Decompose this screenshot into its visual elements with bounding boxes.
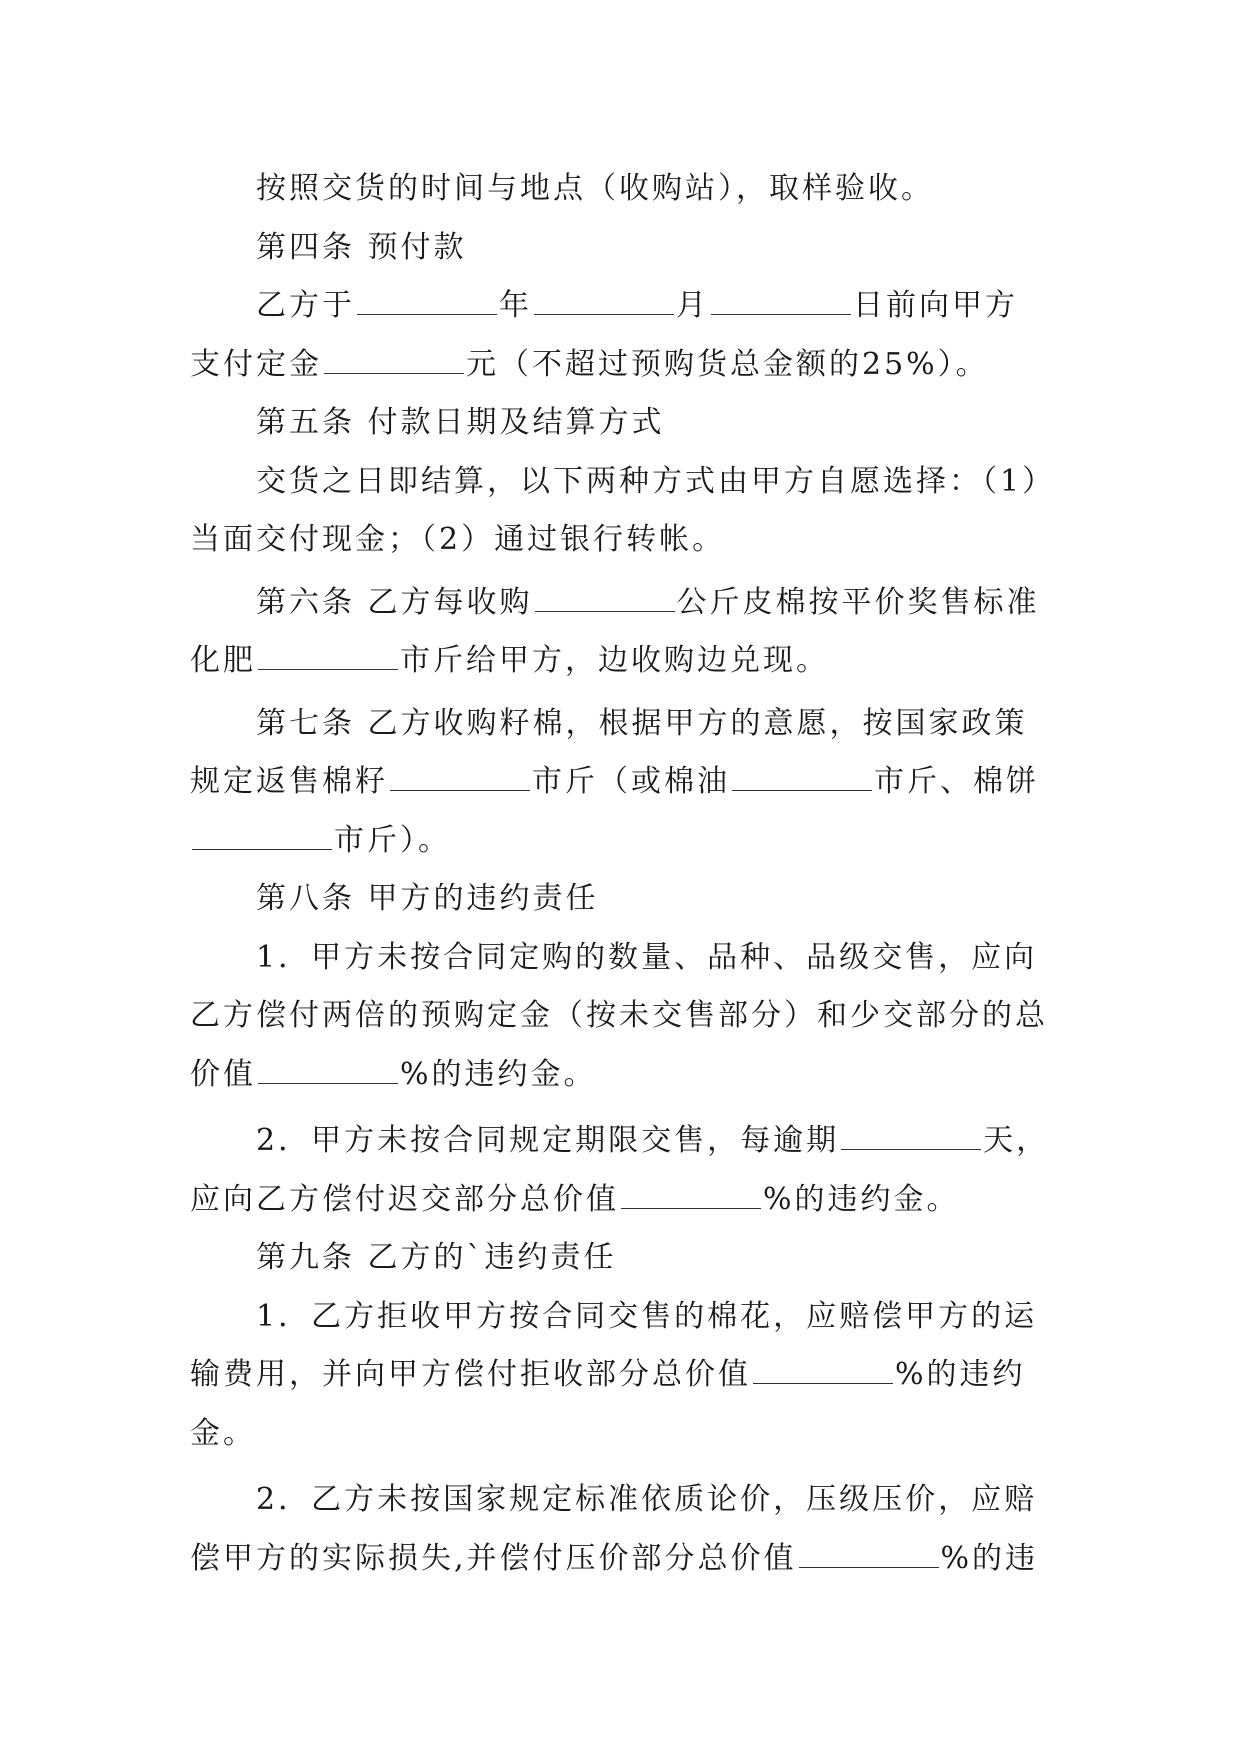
paragraph-line: 2．甲方未按合同规定期限交售，每逾期 天，	[190, 1112, 1070, 1171]
article-5-heading: 第五条 付款日期及结算方式	[256, 405, 665, 440]
blank-field[interactable]	[753, 1353, 893, 1384]
paragraph-line: 规定返售棉籽 市斤（或棉油 市斤、棉饼	[190, 753, 1070, 812]
article-9-heading: 第九条 乙方的`违约责任	[256, 1240, 617, 1275]
blank-field[interactable]	[621, 1178, 761, 1209]
article-8-heading: 第八条 甲方的违约责任	[256, 881, 599, 916]
blank-field[interactable]	[357, 284, 497, 315]
paragraph-line: 当面交付现金；（2）通过银行转帐。	[190, 522, 726, 557]
article-6-line: 第六条 乙方每收购 公斤皮棉按平价奖售标准	[190, 574, 1070, 633]
paragraph-line: 1．甲方未按合同定购的数量、品种、品级交售，应向	[256, 939, 1038, 975]
blank-field[interactable]	[390, 760, 530, 791]
paragraph-line: 金。	[190, 1415, 256, 1451]
blank-field[interactable]	[535, 581, 675, 612]
article-4-heading: 第四条 预付款	[256, 229, 467, 265]
paragraph-line: 按照交货的时间与地点（收购站），取样验收。	[256, 171, 934, 206]
blank-field[interactable]	[799, 1537, 939, 1568]
contract-text	[190, 160, 1070, 1588]
blank-field[interactable]	[841, 1119, 981, 1150]
paragraph-line: 乙方于 年 月 日前向甲方	[190, 277, 1070, 336]
paragraph-line: 支付定金 元（不超过预购货总金额的25%）。	[190, 336, 1070, 395]
blank-field[interactable]	[192, 819, 332, 850]
paragraph-line: 价值 %的违约金。	[190, 1046, 1070, 1105]
blank-field[interactable]	[711, 284, 851, 315]
paragraph-line: 化肥 市斤给甲方，边收购边兑现。	[190, 632, 1070, 691]
paragraph-line: 市斤）。	[190, 812, 1070, 871]
blank-field[interactable]	[258, 1053, 398, 1084]
paragraph-line: 乙方偿付两倍的预购定金（按未交售部分）和少交部分的总	[190, 998, 1048, 1033]
paragraph-line: 应向乙方偿付迟交部分总价值 %的违约金。	[190, 1171, 1070, 1230]
article-7-line: 第七条 乙方收购籽棉，根据甲方的意愿，按国家政策	[256, 705, 1028, 741]
blank-field[interactable]	[258, 639, 398, 670]
blank-field[interactable]	[534, 284, 674, 315]
paragraph-line: 输费用，并向甲方偿付拒收部分总价值 %的违约	[190, 1346, 1070, 1405]
paragraph-line: 偿甲方的实际损失,并偿付压价部分总价值 %的违	[190, 1530, 1070, 1589]
blank-field[interactable]	[732, 760, 872, 791]
paragraph-line: 2．乙方未按国家规定标准依质论价，压级压价，应赔	[256, 1482, 1038, 1517]
paragraph-line: 1．乙方拒收甲方按合同交售的棉花，应赔偿甲方的运	[256, 1298, 1038, 1334]
paragraph-line: 交货之日即结算，以下两种方式由甲方自愿选择：（1）	[256, 463, 1056, 499]
blank-field[interactable]	[324, 343, 464, 374]
